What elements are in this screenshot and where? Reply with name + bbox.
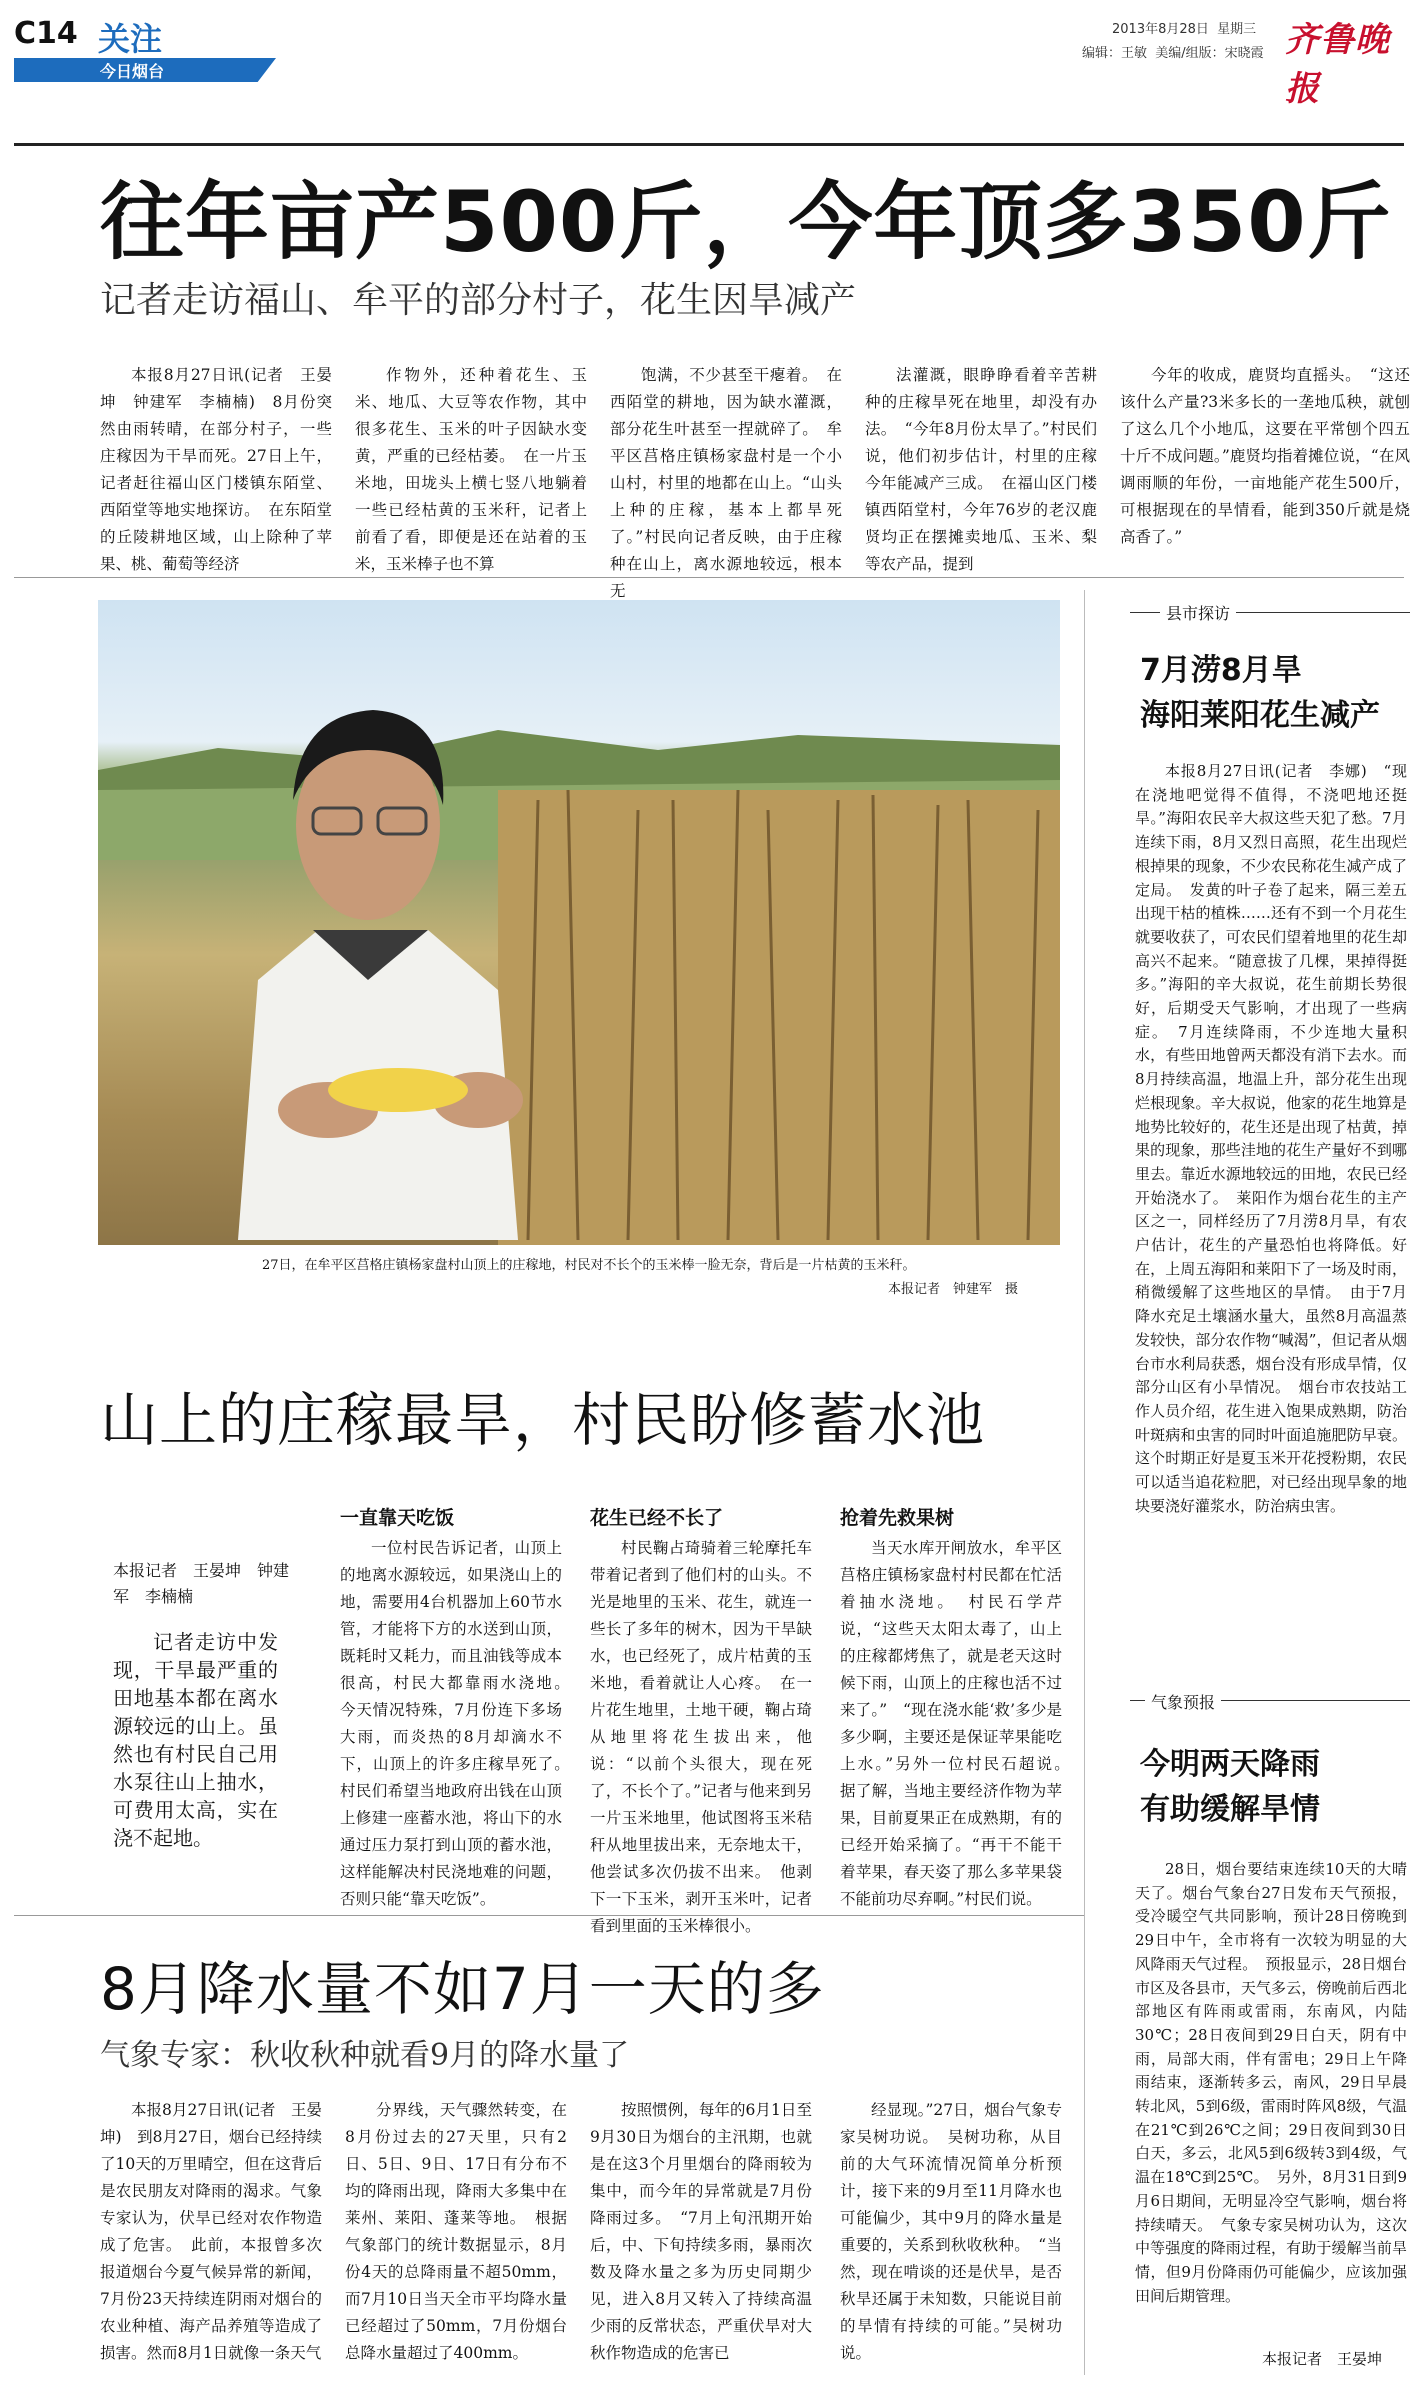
story2-section-3-body: 当天水库开闸放水，牟平区莒格庄镇杨家盘村村民都在忙活着抽水浇地。 村民石学芹说，“这些天太阳太毒了，山上的庄稼都烤焦了，就是老天这时候下雨，山顶上的庄稼也活不过来了。” “现在浇水能‘救’多少是多少啊，主要还是保证苹果能吃上水。”另外一位村民石超说。 据了解，当地主要经济作物为苹果，目前夏果正在成熟期，有的已经开始采摘了。“再干不能干着苹果，春天姿了那么多苹果袋不能前功尽弃啊。”村民们说。 (840, 1539, 1078, 1908)
sidebar1-title: 7月涝8月旱 海阳莱阳花生减产 (1140, 653, 1380, 733)
subsection-title: 今日烟台 (100, 62, 165, 81)
sidebar2-title: 今明两天降雨 有助缓解旱情 (1140, 1747, 1320, 1827)
story1-col-3: 饱满，不少甚至干瘪着。 在西陌堂的耕地，因为缺水灌溉，部分花生叶甚至一捏就碎了。 牟平区莒格庄镇杨家盘村是一个小山村，村里的地都在山上。“山头上种的庄稼，基本上都旱死了。”村民向记者反映，由于庄稼种在山上，离水源地较远，根本无 (610, 366, 842, 600)
masthead-rule (14, 143, 1404, 146)
story3-headline: 8月降水量不如7月一天的多 (100, 1955, 825, 2023)
story2-section-2-body: 村民鞠占琦骑着三轮摩托车带着记者到了他们村的山头。不光是地里的玉米、花生，就连一些长了多年的树木，因为干旱缺水，也已经死了，成片枯黄的玉米地，看着就让人心疼。 在一片花生地里，土地干硬，鞠占琦从地里将花生拔出来，他说：“以前个头很大，现在死了，不长个了。”记者与他来到另一片玉米地里，他试图将玉米秸秆从地里拔出来，无奈地太干，他尝试多次仍拔不出来。 他剥下一下玉米，剥开玉米叶，记者看到里面的玉米棒很小。 (590, 1539, 812, 1935)
news-photo (98, 600, 1060, 1245)
sidebar-divider (1084, 590, 1085, 2375)
sidebar1-label: 县市探访 (1160, 601, 1236, 624)
sidebar2-body: 28日，烟台要结束连续10天的大晴天了。烟台气象台27日发布天气预报，受冷暖空气共同影响，预计28日傍晚到29日中午，全市将有一次较为明显的大风降雨天气过程。 预报显示，28日烟台市区及各县市，天气多云，傍晚前后西北部地区有阵雨或雷雨，东南风，内陆30℃；28日夜间到29日白天，阴有中雨，局部大雨，伴有雷电；29日上午降雨结束，逐渐转多云，南风，29日早晨转北风，5到6级，雷雨时阵风8级，气温在21℃到26℃之间；29日夜间到30日白天，多云，北风5到6级转3到4级，气温在18℃到25℃。 另外，8月31日到9月6日期间，无明显冷空气影响，烟台将持续晴天。 气象专家吴树功认为，这次中等强度的降雨过程，有助于缓解当前旱情，但9月份降雨仍可能偏少，应该加强田间后期管理。 (1135, 1860, 1407, 2305)
story1-headline: 往年亩产500斤，今年顶多350斤 (100, 173, 1392, 271)
story2-rule (14, 1915, 1084, 1916)
story3-col-4: 经显现。”27日，烟台气象专家吴树功说。 吴树功称，从目前的大气环流情况简单分析预计，接下来的9月至11月降水也可能偏少，其中9月的降水量是重要的，关系到秋收秋种。 “当然，现在啃谈的还是伏旱，是否秋旱还属于未知数，只能说目前的旱情有持续的可能。”吴树功说。 (840, 2101, 1062, 2362)
story2-section-2-title: 花生已经不长了 (590, 1507, 724, 1529)
story1-col-5: 今年的收成，鹿贤均直摇头。 “这还该什么产量?3米多长的一垄地瓜秧，就刨了这么几个小地瓜，这要在平常刨个四五十斤不成问题。”鹿贤均指着摊位说，“在风调雨顺的年份，一亩地能产花生500斤，可根据现在的旱情看，能到350斤就是烧高香了。” (1120, 366, 1410, 546)
section-title: 关注 (98, 20, 163, 58)
sidebar2-label: 气象预报 (1145, 1690, 1221, 1713)
editor-credits: 编辑：王敏 美编/组版：宋晓霞 (1082, 46, 1264, 61)
story1-col-1: 本报8月27日讯(记者 王晏坤 钟建军 李楠楠) 8月份突然由雨转晴，在部分村子，一些庄稼因为干旱而死。27日上午，记者赶往福山区门楼镇东陌堂、西陌堂等地实地探访。 在东陌堂的丘陵耕地区域，山上除种了苹果、桃、葡萄等经济 (100, 366, 332, 573)
story1-col-2: 作物外，还种着花生、玉米、地瓜、大豆等农作物，其中很多花生、玉米的叶子因缺水变黄，严重的已经枯萎。 在一片玉米地，田垅头上横七竖八地躺着一些已经枯黄的玉米秆，记者上前看了看，即便是还在站着的玉米，玉米棒子也不算 (355, 366, 587, 573)
story2-byline: 本报记者 王晏坤 钟建军 李楠楠 (113, 1561, 290, 1606)
photo-caption: 27日，在牟平区莒格庄镇杨家盘村山顶上的庄稼地，村民对不长个的玉米棒一脸无奈，背后是一片枯黄的玉米秆。 (262, 1258, 916, 1273)
story2-headline: 山上的庄稼最旱，村民盼修蓄水池 (100, 1386, 986, 1454)
story2-section-1-title: 一直靠天吃饭 (340, 1507, 455, 1529)
story3-subhead: 气象专家：秋收秋种就看9月的降水量了 (100, 2038, 630, 2073)
sidebar2-byline: 本报记者 王晏坤 (1262, 2350, 1383, 2368)
story1-subhead: 记者走访福山、牟平的部分村子，花生因旱减产 (100, 280, 857, 321)
story2-section-1-body: 一位村民告诉记者，山顶上的地离水源较远，如果浇山上的地，需要用4台机器加上60节水管，才能将下方的水送到山顶，既耗时又耗力，而且油钱等成本很高，村民大都靠雨水浇地。 今天情况特殊，7月份连下多场大雨，而炎热的8月却滴水不下，山顶上的许多庄稼旱死了。 村民们希望当地政府出钱在山顶上修建一座蓄水池，将山下的水通过压力泵打到山顶的蓄水池，这样能解决村民浇地难的问题，否则只能“靠天吃饭”。 (340, 1539, 578, 1908)
story3-col-3: 按照惯例，每年的6月1日至9月30日为烟台的主汛期，也就是在这3个月里烟台的降雨较为集中，而今年的异常就是7月份降雨过多。 “7月上旬汛期开始后，中、下旬持续多雨，暴雨次数及降水量之多为历史同期少见，进入8月又转入了持续高温少雨的反常状态，严重伏旱对大秋作物造成的危害已 (590, 2101, 812, 2362)
page-number: C14 (14, 16, 78, 51)
story2-lead: 记者走访中发现，干旱最严重的田地基本都在离水源较远的山上。虽然也有村民自己用水泵往山上抽水，可费用太高，实在浇不起地。 (113, 1630, 278, 1850)
sidebar1-body: 本报8月27日讯(记者 李娜) “现在浇地吧觉得不值得，不浇吧地还挺旱。”海阳农民辛大叔这些天犯了愁。7月连续下雨，8月又烈日高照，花生出现烂根掉果的现象，不少农民称花生减产成了定局。 发黄的叶子卷了起来，隔三差五出现干枯的植株……还有不到一个月花生就要收获了，可农民们望着地里的花生却高兴不起来。“随意拔了几棵，果掉得挺多。”海阳的辛大叔说，花生前期长势很好，后期受天气影响，才出现了一些病症。 7月连续降雨，不少连地大量积水，有些田地曾两天都没有消下去水。而8月持续高温，地温上升，部分花生出现烂根现象。辛大叔说，他家的花生地算是地势比较好的，花生还是出现了枯黄，掉果的现象，那些洼地的花生产量好不到哪里去。靠近水源地较远的田地，农民已经开始浇水了。 莱阳作为烟台花生的主产区之一，同样经历了7月涝8月旱，有农户估计，花生的产量恐怕也将降低。好在，上周五海阳和莱阳下了一场及时雨，稍微缓解了这些地区的旱情。 由于7月降水充足土壤涵水量大，虽然8月高温蒸发较快，部分农作物“喊渴”，但记者从烟台市水利局获悉，烟台没有形成旱情，仅部分山区有小旱情况。 烟台市农技站工作人员介绍，花生进入饱果成熟期，防治叶斑病和虫害的同时叶面追施肥防早衰。这个时期正好是夏玉米开花授粉期，农民可以适当追花粒肥，对已经出现旱象的地块要浇好灌浆水，防治病虫害。 (1135, 762, 1407, 1515)
story3-col-2: 分界线，天气骤然转变，在8月份过去的27天里，只有2日、5日、9日、17日有分布不均的降雨出现，降雨大多集中在莱州、莱阳、蓬莱等地。 根据气象部门的统计数据显示，8月份4天的总降雨量不超50mm，而7月10日当天全市平均降水量已经超过了50mm，7月份烟台总降水量超过了400mm。 (345, 2101, 567, 2362)
story2-section-3-title: 抢着先救果树 (840, 1507, 955, 1529)
issue-date: 2013年8月28日 星期三 (1112, 22, 1257, 37)
story1-col-4: 法灌溉，眼睁睁看着辛苦耕种的庄稼旱死在地里，却没有办法。 “今年8月份太旱了。”村民们说，他们初步估计，村里的庄稼今年能减产三成。 在福山区门楼镇西陌堂村，今年76岁的老汉鹿贤均正在摆摊卖地瓜、玉米、梨等农产品，提到 (865, 366, 1097, 573)
story3-col-1: 本报8月27日讯(记者 王晏坤) 到8月27日，烟台已经持续了10天的万里晴空，但在这背后是农民朋友对降雨的渴求。气象专家认为，伏旱已经对农作物造成了危害。 此前，本报曾多次报道烟台今夏气候异常的新闻，7月份23天持续连阴雨对烟台的农业种植、海产品养殖等造成了损害。然而8月1日就像一条天气 (100, 2101, 322, 2362)
photo-credit: 本报记者 钟建军 摄 (888, 1282, 1019, 1297)
photo-illustration (98, 600, 1060, 1245)
masthead (0, 0, 1417, 109)
story1-rule (14, 577, 1404, 578)
brand-logo: 齐鲁晚报 (1285, 20, 1390, 109)
